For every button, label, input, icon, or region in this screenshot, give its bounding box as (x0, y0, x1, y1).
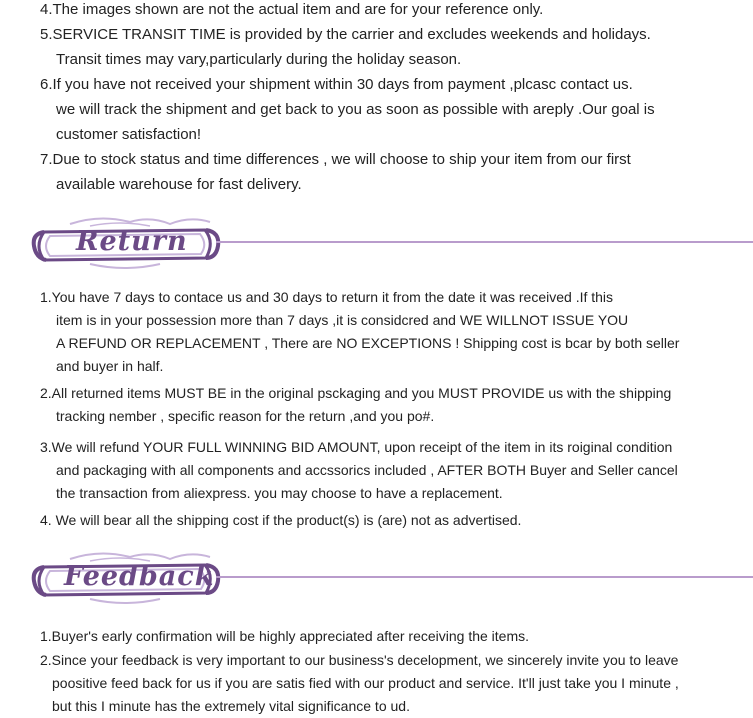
return-item-1-cont: item is in your possession more than 7 days ,it is considcred and WE WILLNOT ISSUE YOU (56, 312, 629, 328)
feedback-banner (30, 547, 753, 611)
return-item-2-cont: tracking nember , specific reason for the return ,and you po#. (56, 408, 435, 424)
return-title: Return (76, 226, 188, 257)
feedback-item-2: 2.Since your feedback is very important to our business's decelopment, we sincerely invite you to leave (40, 652, 679, 668)
feedback-title: Feedback (64, 561, 215, 592)
shipping-item-6-cont2: customer satisfaction! (56, 126, 202, 143)
return-item-3: 3.We will refund YOUR FULL WINNING BID AMOUNT, upon receipt of the item in its roiginal condition (40, 439, 673, 455)
return-item-4: 4. We will bear all the shipping cost if the product(s) is (are) not as advertised. (40, 512, 522, 528)
return-item-2: 2.All returned items MUST BE in the original psckaging and you MUST PROVIDE us with the shipping (40, 385, 672, 401)
feedback-item-2-cont: poositive feed back for us if you are satis fied with our product and service. It'll just take you I minute , (52, 675, 679, 691)
return-item-1: 1.You have 7 days to contace us and 30 days to return it from the date it was received .If this (40, 289, 614, 305)
shipping-item-7-cont: available warehouse for fast delivery. (56, 176, 302, 193)
return-banner (30, 212, 753, 276)
shipping-item-5-cont: Transit times may vary,particularly during the holiday season. (56, 51, 462, 68)
shipping-item-6-cont: we will track the shipment and get back to you as soon as possible with areply .Our goal is (56, 101, 655, 118)
return-item-1-cont3: and buyer in half. (56, 358, 164, 374)
shipping-item-5: 5.SERVICE TRANSIT TIME is provided by the carrier and excludes weekends and holidays. (40, 26, 651, 43)
shipping-item-7: 7.Due to stock status and time differences , we will choose to ship your item from our first (40, 151, 631, 168)
return-item-3-cont: and packaging with all components and accssorics included , AFTER BOTH Buyer and Seller cancel (56, 462, 678, 478)
shipping-item-4: 4.The images shown are not the actual item and are for your reference only. (40, 1, 544, 18)
feedback-item-2-cont2: but this I minute has the extremely vital significance to ud. (52, 698, 410, 714)
shipping-item-6: 6.If you have not received your shipment within 30 days from payment ,plcasc contact us. (40, 76, 633, 93)
feedback-item-1: 1.Buyer's early confirmation will be highly appreciated after receiving the items. (40, 628, 530, 644)
return-item-1-cont2: A REFUND OR REPLACEMENT , There are NO EXCEPTIONS ! Shipping cost is bcar by both seller (56, 335, 680, 351)
return-item-3-cont2: the transaction from aliexpress. you may choose to have a replacement. (56, 485, 503, 501)
